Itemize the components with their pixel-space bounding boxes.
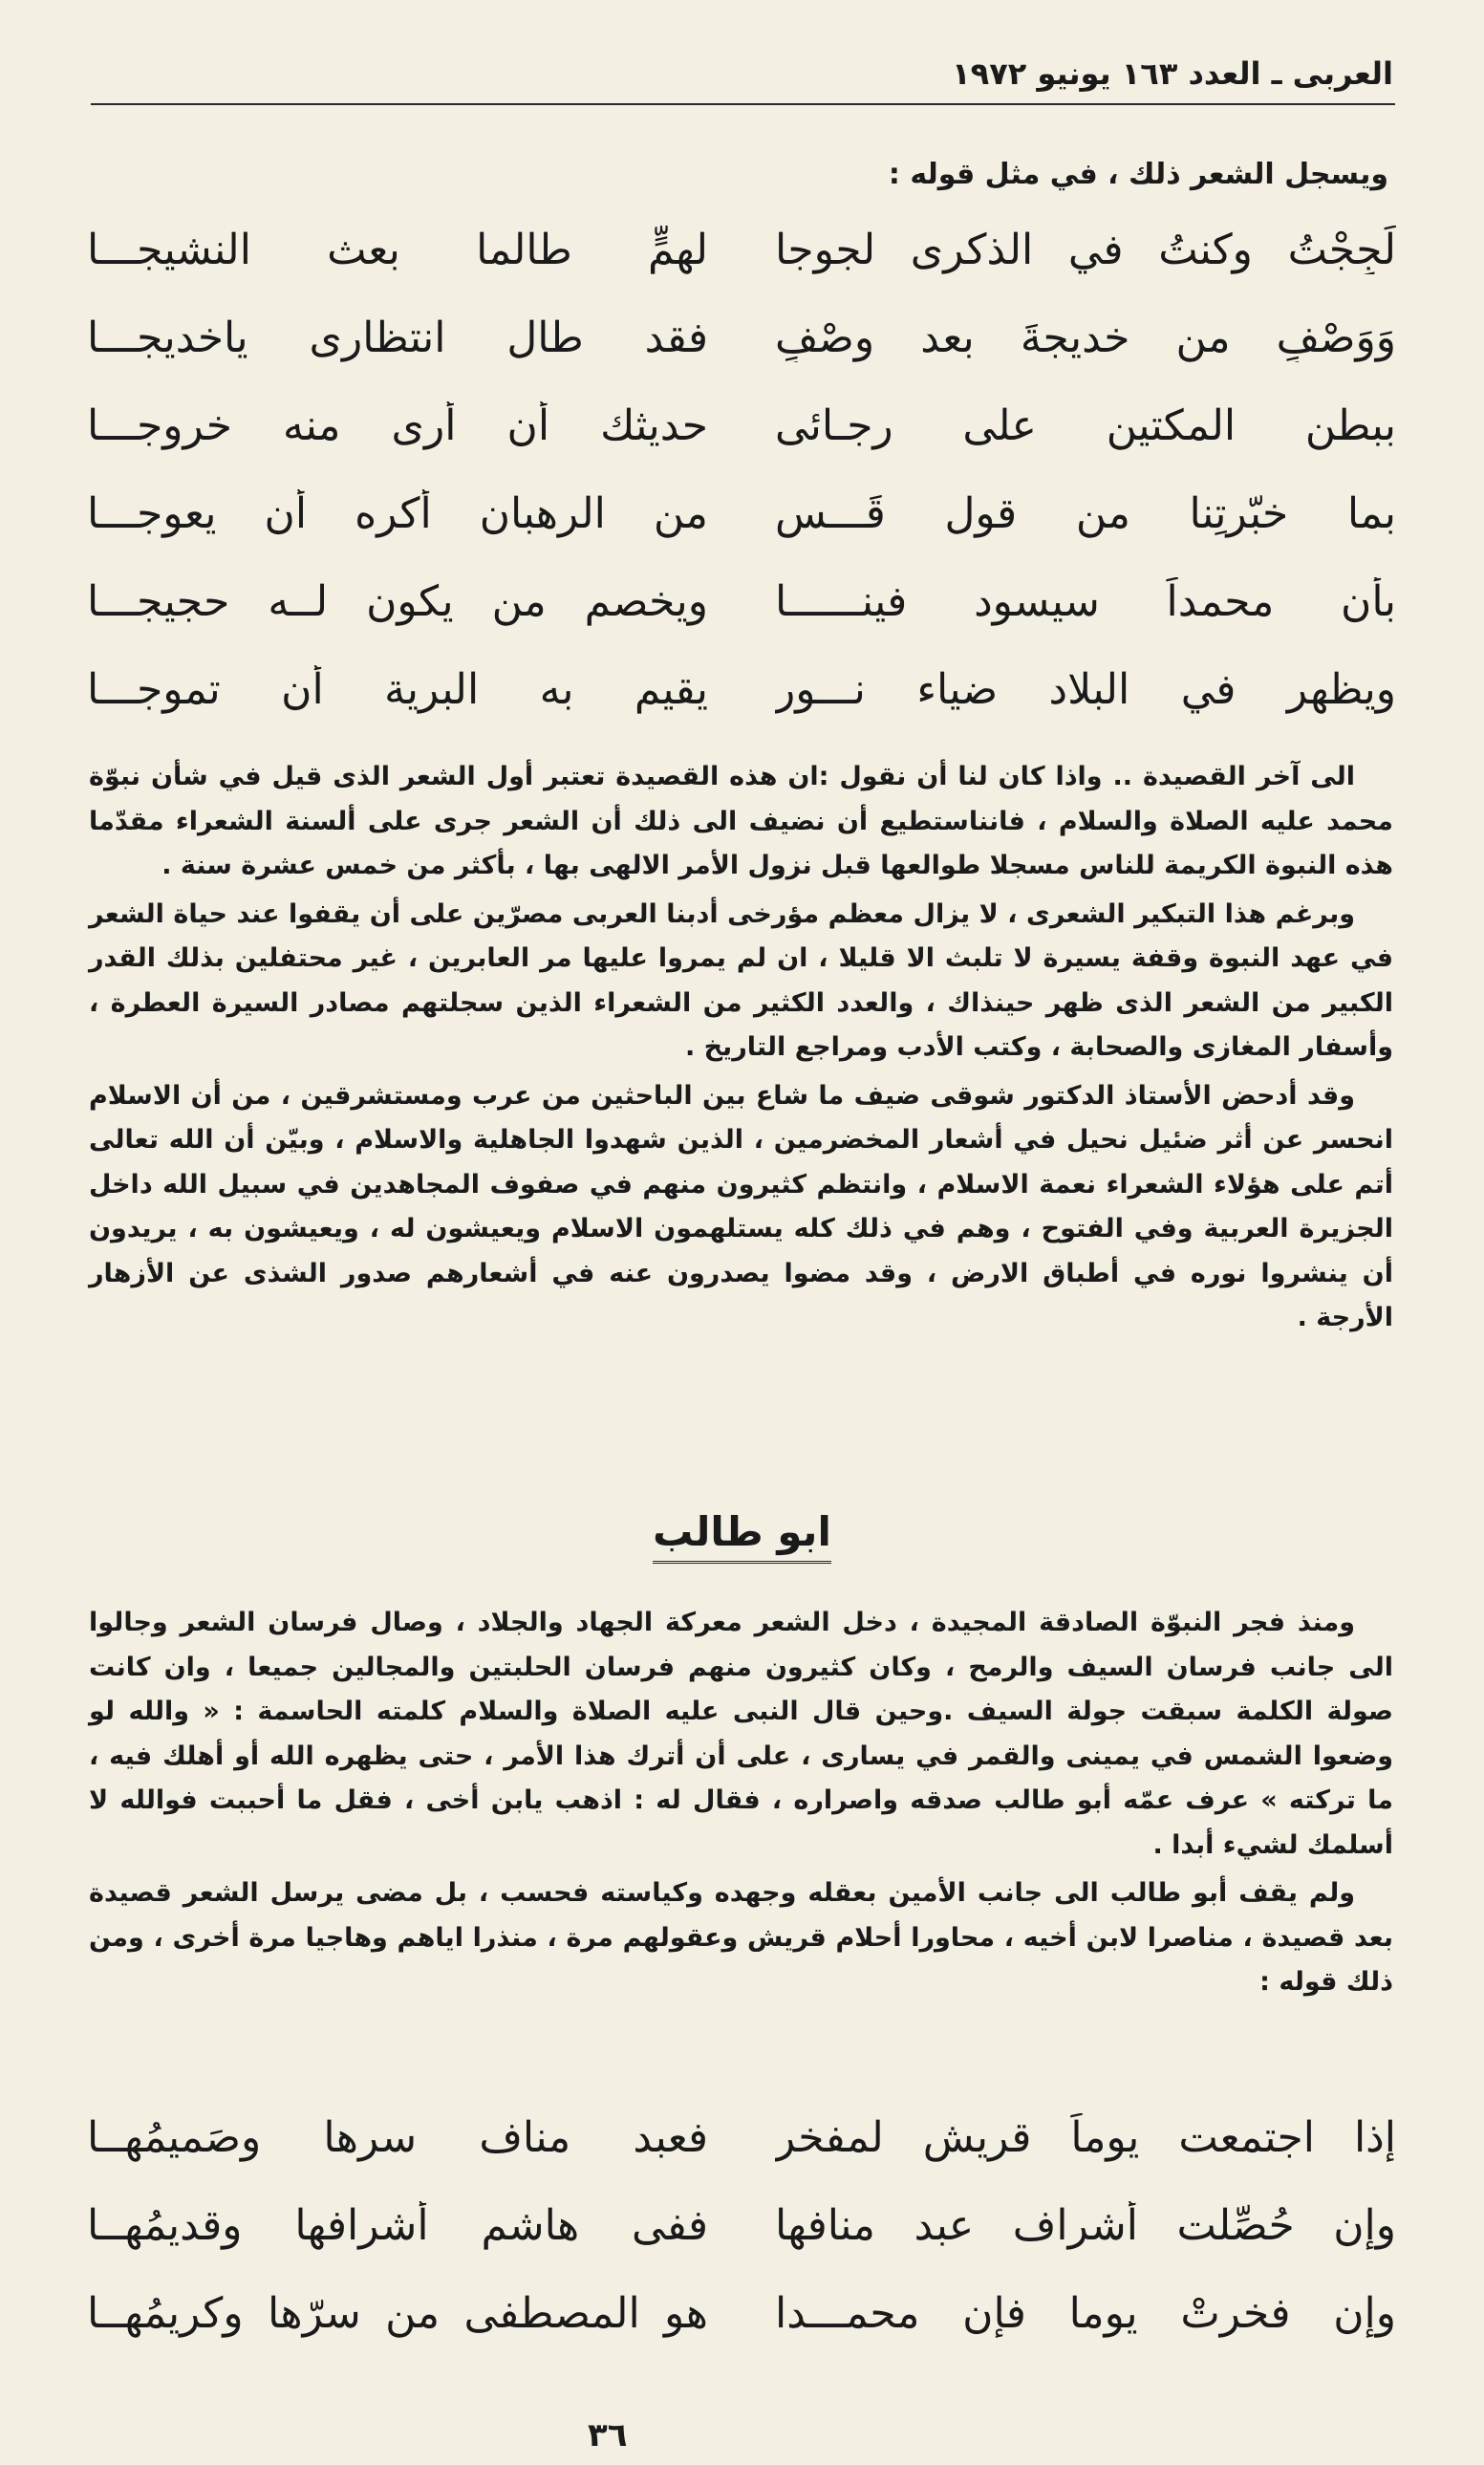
verse-right-hemistich: إذا اجتمعت يوماً قريش لمفخر xyxy=(775,2112,1396,2162)
verse-left-hemistich: ففى هاشم أشرافها وقديمُهــا xyxy=(87,2200,708,2250)
verse-row xyxy=(87,557,1396,645)
verse-row xyxy=(87,2093,1396,2181)
verse-right-hemistich: لَجِجْتُ وكنتُ في الذكرى لجوجا xyxy=(775,225,1396,274)
verse-left-hemistich: ويخصم من يكون لــه حجيجـــا xyxy=(87,576,708,626)
running-head: العربى ـ العدد ١٦٣ يونيو ١٩٧٢ xyxy=(952,55,1393,92)
verse-right-hemistich: ويظهر في البلاد ضياء نـــور xyxy=(775,664,1396,714)
intro-line: ويسجل الشعر ذلك ، في مثل قوله : xyxy=(888,158,1388,191)
section-title-text: ابو طالب xyxy=(653,1508,831,1564)
verse-left-hemistich: فعبد مناف سرها وصَميمُهــا xyxy=(87,2112,708,2162)
verse-right-hemistich: ببطن المكتين على رجـائى xyxy=(775,400,1396,450)
section-title xyxy=(0,1508,1484,1564)
paragraph: الى آخر القصيدة .. واذا كان لنا أن نقول :ان هذه القصيدة تعتبر أول الشعر الذى قيل في شأن نبوّة محمد عليه الصلاة والسلام ، فانناستطيع أن نضيف الى ذلك أن الشعر جرى على ألسنة الشعراء مقدّما هذه النبوة الكريمة للناس مسجلا طوالعها قبل نزول الأمر الالهى بها ، بأكثر من خمس عشرة سنة . xyxy=(89,762,1393,880)
verse-row xyxy=(87,381,1396,469)
verse-row xyxy=(87,469,1396,557)
page-number: ٣٦ xyxy=(588,2416,628,2454)
verse-right-hemistich: بما خبّرتِنا من قول قَـــسٍ xyxy=(775,488,1396,538)
verse-row xyxy=(87,205,1396,293)
paragraph: ولم يقف أبو طالب الى جانب الأمين بعقله وجهده وكياسته فحسب ، بل مضى يرسل الشعر قصيدة بعد قصيدة ، مناصرا لابن أخيه ، محاورا أحلام قريش وعقولهم مرة ، منذرا اياهم وهاجيا مرة أخرى ، ومن ذلك قوله : xyxy=(89,1878,1393,1997)
verse-row xyxy=(87,2269,1396,2357)
verse-row xyxy=(87,293,1396,381)
paragraph: وقد أدحض الأستاذ الدكتور شوقى ضيف ما شاع بين الباحثين من عرب ومستشرقين ، من أن الاسلام انحسر عن أثر ضئيل نحيل في أشعار المخضرمين ، الذين شهدوا الجاهلية والاسلام ، وبيّن أن الله تعالى أتم على هؤلاء الشعراء نعمة الاسلام ، وانتظم كثيرون منهم في صفوف المجاهدين في سبيل الله داخل الجزيرة العربية وفي الفتوح ، وهم في ذلك كله يستلهمون الاسلام ويعيشون له ، ويعيشون به ، يريدون أن ينشروا نوره في أطباق الارض ، وقد مضوا يصدرون عنه في أشعارهم صدور الشذى عن الأزهار الأرجة . xyxy=(89,1080,1393,1332)
verse-left-hemistich: هو المصطفى من سرّها وكريمُهــا xyxy=(87,2288,708,2338)
verse-row xyxy=(87,2181,1396,2269)
paragraph: وبرغم هذا التبكير الشعرى ، لا يزال معظم مؤرخى أدبنا العربى مصرّين على أن يقفوا عند حياة الشعر في عهد النبوة وقفة يسيرة لا تلبث الا قليلا ، ان لم يمروا عليها مر العابرين ، غير محتفلين بذلك القدر الكبير من الشعر الذى ظهر حينذاك ، والعدد الكثير من الشعراء الذين سجلتهم مصادر السيرة العطرة ، وأسفار المغازى والصحابة ، وكتب الأدب ومراجع التاريخ . xyxy=(89,898,1393,1062)
verse-right-hemistich: وإن فخرتْ يوما فإن محمـــدا xyxy=(775,2288,1396,2338)
verse-right-hemistich: وإن حُصِّلت أشراف عبد منافها xyxy=(775,2200,1396,2250)
verse-left-hemistich: فقد طال انتظارى ياخديجـــا xyxy=(87,313,708,362)
verse-row xyxy=(87,645,1396,733)
verse-right-hemistich: وَوَصْفٍ من خديجةَ بعد وصْفٍ xyxy=(775,313,1396,362)
verse-left-hemistich: حديثك أن أرى منه خروجـــا xyxy=(87,400,708,450)
paragraph: ومنذ فجر النبوّة الصادقة المجيدة ، دخل الشعر معركة الجهاد والجلاد ، وصال فرسان الشعر وجالوا الى جانب فرسان السيف والرمح ، وكان كثيرون منهم فرسان الحلبتين والمجالين جميعا ، وان كانت صولة الكلمة سبقت جولة السيف .وحين قال النبى عليه الصلاة والسلام كلمته الحاسمة : « والله لو وضعوا الشمس في يمينى والقمر في يسارى ، على أن أترك هذا الأمر ، حتى يظهره الله أو أهلك فيه ، ما تركته » عرف عمّه أبو طالب صدقه واصراره ، فقال له : اذهب يابن أخى ، فقل ما أحببت فوالله لا أسلمك لشيء أبدا . xyxy=(89,1608,1393,1860)
poem-block-1 xyxy=(87,205,1396,733)
verse-left-hemistich: يقيم به البرية أن تموجـــا xyxy=(87,664,708,714)
verse-right-hemistich: بأن محمداً سيسود فينــــــا xyxy=(775,576,1396,626)
prose-section-1 xyxy=(89,755,1393,1345)
poem-block-2 xyxy=(87,2093,1396,2357)
verse-left-hemistich: لهمٍّ طالما بعث النشيجـــا xyxy=(87,225,708,274)
prose-section-2 xyxy=(89,1601,1393,2009)
header-rule xyxy=(91,103,1395,105)
verse-left-hemistich: من الرهبان أكره أن يعوجـــا xyxy=(87,488,708,538)
